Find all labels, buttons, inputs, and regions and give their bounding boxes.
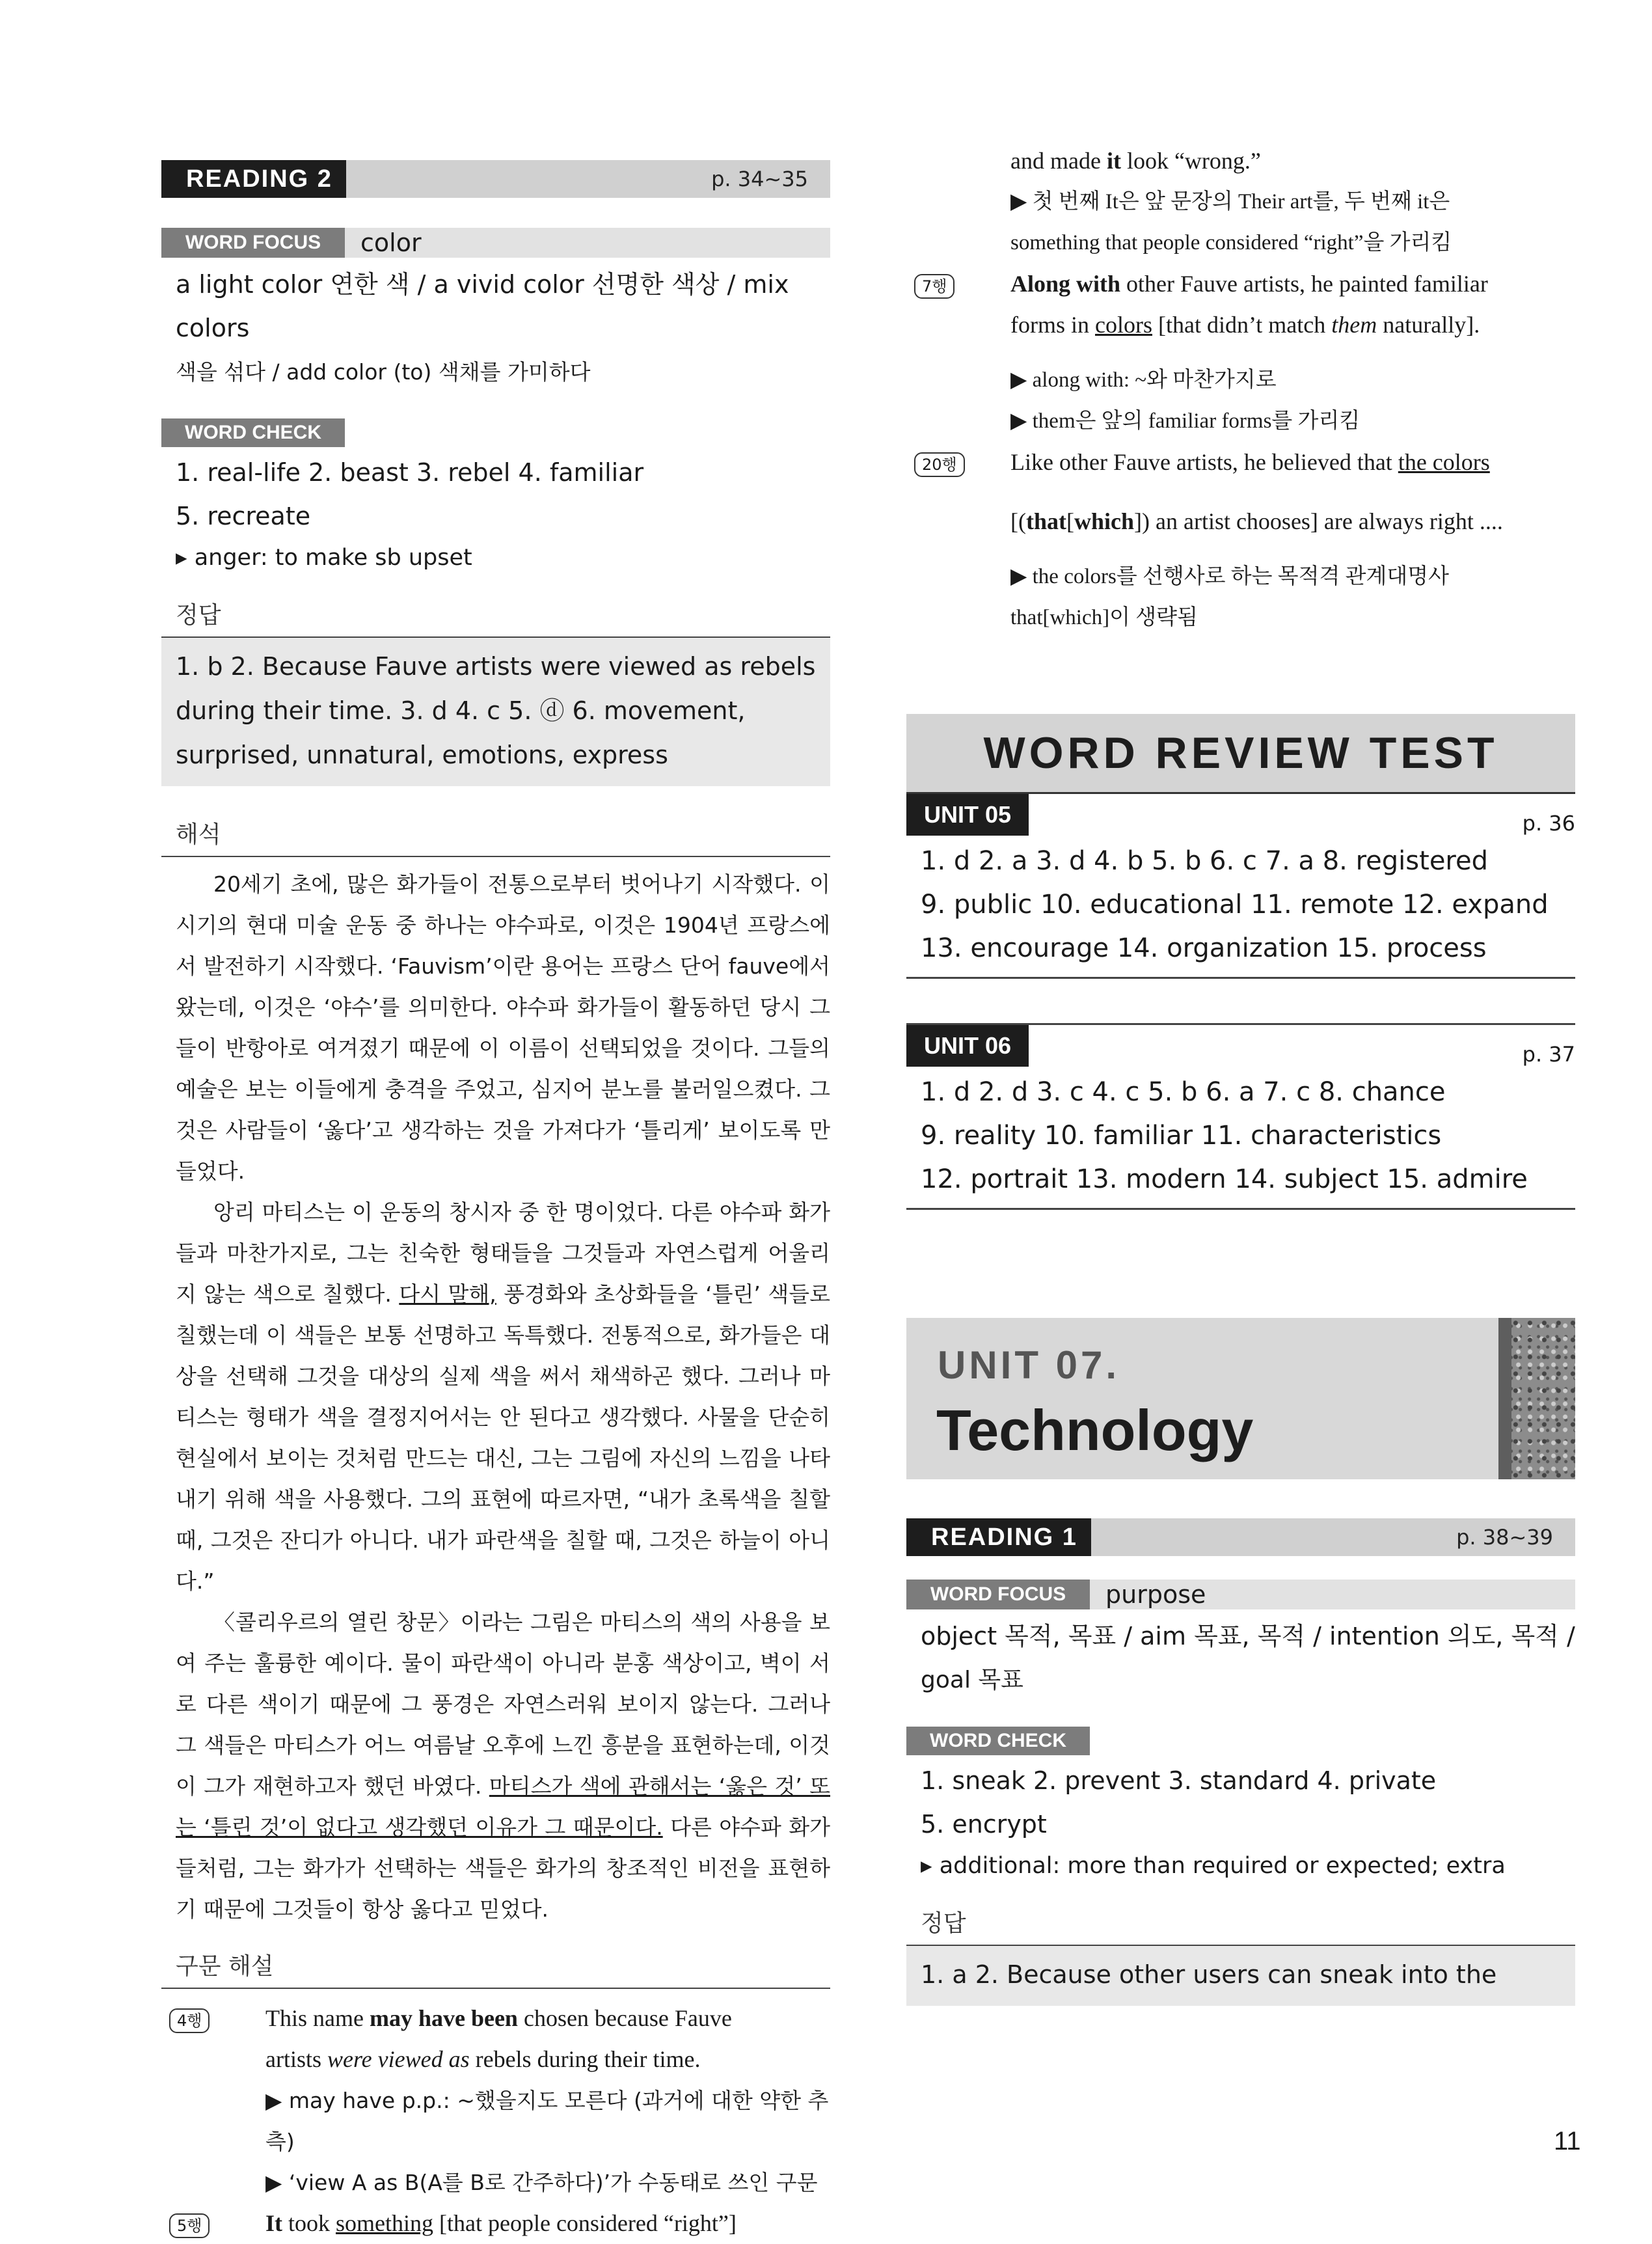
reading2-header: [161, 160, 830, 198]
word-check-line1: 1. sneak 2. prevent 3. standard 4. private: [921, 1766, 1437, 1795]
translation-underlined: 다시 말해,: [399, 1281, 496, 1307]
unit06-line: 9. reality 10. familiar 11. characteristics: [921, 1121, 1442, 1151]
word-review-test-title: WORD REVIEW TEST: [906, 714, 1575, 794]
word-focus-bar: [161, 228, 830, 258]
word-focus-bar: [906, 1580, 1575, 1609]
translation-text: 다른 야수파 화가들처럼, 그는 화가가 선택하는 색들은 화가의 창조적인 비전을 표현하기 때문에 그것들이 항상 옳다고 믿었다.: [176, 1814, 830, 1922]
translation-paragraph-3: [161, 1602, 830, 1930]
answers-box: [906, 1946, 1575, 2006]
unit07-title: Technology: [936, 1398, 1254, 1462]
page-number: 11: [1554, 2127, 1581, 2155]
syntax-text: and made: [1010, 148, 1107, 174]
unit05-line: 13. encourage 14. organization 15. process: [921, 933, 1487, 963]
word-focus-line2: goal 목표: [921, 1667, 1023, 1693]
left-column: [161, 160, 830, 2244]
syntax-text: Like other Fauve artists, he believed that: [1010, 449, 1398, 475]
reading2-pages: p. 34~35: [711, 167, 808, 191]
syntax-heading: 구문 해설: [161, 1948, 830, 1989]
syntax-note: ▶ may have p.p.: ~했을지도 모른다 (과거에 대한 약한 추측): [265, 2088, 829, 2154]
unit05-header: [906, 794, 1575, 836]
syntax-text: [that people considered “right”]: [433, 2210, 737, 2236]
line-number-badge: 7행: [914, 274, 955, 299]
syntax-text: forms in: [1010, 312, 1095, 338]
reading1-label: READING 1: [906, 1518, 1091, 1556]
syntax-note: ▶ 첫 번째 It은 앞 문장의 Their art를, 두 번째 it은: [1010, 190, 1450, 213]
syntax-text: rebels during their time.: [469, 2046, 701, 2072]
translation-text: 풍경화와 초상화들을 ‘틀린’ 색들로 칠했는데 이 색들은 보통 선명하고 독특했다. 전통적으로, 화가들은 대상을 선택해 그것을 대상의 실제 색을 써서 채색하곤 했다. 그러나 마티스는 형태가 색을 결정지어서는 안 된다고 생각했다. 사물을 단순히 현실에서 보이는 것처럼 만드는 대신, 그는 그림에 자신의 느낌을 나타내기 위해 색을 사용했다. 그의 표현에 따르자면, “내가 초록색을 칠할 때, 그것은 잔디가 아니다. 내가 파란색을 칠할 때, 그것은 하늘이 아니다.”: [176, 1281, 830, 1594]
syntax-note: ▶ the colors를 선행사로 하는 목적격 관계대명사: [1010, 565, 1450, 588]
word-check-line1: 1. real-life 2. beast 3. rebel 4. familiar: [176, 458, 644, 487]
translation-paragraph-1: 20세기 초에, 많은 화가들이 전통으로부터 벗어나기 시작했다. 이 시기의 현대 미술 운동 중 하나는 야수파로, 이것은 1904년 프랑스에서 발전하기 시작했다. ‘Fauvism’이란 용어는 프랑스 단어 fauve에서 왔는데, 이것은 ‘야수’를 의미한다. 야수파 화가들이 활동하던 당시 그들이 반항아로 여겨졌기 때문에 이 이름이 선택되었을 것이다. 그들의 예술은 보는 이들에게 충격을 주었고, 심지어 분노를 불러일으켰다. 그것은 사람들이 ‘옳다’고 생각하는 것을 가져다가 ‘틀리게’ 보이도록 만들었다.: [176, 871, 830, 1184]
syntax-text: chosen because Fauve: [517, 2005, 732, 2031]
reading1-header: [906, 1518, 1575, 1556]
word-check-line2: 5. encrypt: [921, 1810, 1047, 1839]
reading2-label: READING 2: [161, 160, 346, 198]
syntax-note: ▶ along with: ~와 마찬가지로: [1010, 368, 1277, 392]
syntax-row-4: [161, 1998, 830, 2039]
word-focus-line1: object 목적, 목표 / aim 목표, 목적 / intention 의도, 목적 /: [921, 1622, 1575, 1650]
reading1-pages: p. 38~39: [1456, 1525, 1553, 1550]
syntax-underlined: something: [336, 2210, 434, 2236]
syntax-text: artists: [265, 2046, 327, 2072]
answers-line3: surprised, unnatural, emotions, express: [176, 741, 668, 769]
unit05-pages: p. 36: [1522, 811, 1575, 836]
translation-text: 앙리 마티스는 이 운동의 창시자 중 한 명이었다. 다른 야수파 화가들과 마찬가지로, 그는 친숙한 형태들을 그것들과 자연스럽게 어울리지 않는 색으로 칠했다.: [176, 1199, 830, 1307]
line-number-badge: 4행: [169, 2008, 210, 2033]
syntax-row-4-cont: [161, 2039, 830, 2080]
unit06-label: UNIT 06: [906, 1025, 1029, 1067]
word-check-note: ▸ additional: more than required or expected; extra: [921, 1853, 1506, 1879]
unit05-line: 9. public 10. educational 11. remote 12. expand: [921, 890, 1549, 920]
syntax-text: took: [282, 2210, 336, 2236]
syntax-bold: Along with: [1010, 271, 1121, 297]
syntax-underlined: the colors: [1398, 449, 1490, 475]
unit06-header: [906, 1025, 1575, 1067]
syntax-text: other Fauve artists, he painted familiar: [1120, 271, 1488, 297]
syntax-notes: [161, 1998, 830, 2244]
syntax-bold: which: [1074, 508, 1135, 534]
syntax-note: ▶ them은 앞의 familiar forms를 가리킴: [1010, 409, 1361, 433]
terrazzo-texture: [1498, 1318, 1575, 1479]
syntax-bold: may have been: [369, 2005, 518, 2031]
syntax-row-7: [906, 264, 1575, 305]
translation-text: 〈콜리우르의 열린 창문〉이라는 그림은 마티스의 색의 사용을 보여 주는 훌륭한 예이다. 물이 파란색이 아니라 분홍 색상이고, 벽이 서로 다른 색이기 때문에 그 풍경은 자연스러워 보이지 않는다. 그러나 그 색들은 마티스가 어느 여름날 오후에 느낀 흥분을 표현하는데, 이것이 그가 재현하고자 했던 바였다.: [176, 1609, 830, 1799]
word-check-note: ▸ anger: to make sb upset: [176, 545, 472, 571]
word-focus-line2: 색을 섞다 / add color (to) 색채를 가미하다: [176, 359, 591, 385]
syntax-text: This name: [265, 2005, 370, 2031]
unit06-line: 12. portrait 13. modern 14. subject 15. admire: [921, 1164, 1528, 1194]
unit05-label: UNIT 05: [906, 794, 1029, 836]
syntax-bold: It: [265, 2210, 282, 2236]
syntax-italic: were viewed as: [327, 2046, 470, 2072]
syntax-continuation: [906, 141, 1575, 182]
line-number-badge: 20행: [914, 452, 965, 477]
syntax-note: that[which]이 생략됨: [1010, 606, 1198, 629]
translation-heading: 해석: [161, 816, 830, 857]
unit06-line: 1. d 2. d 3. c 4. c 5. b 6. a 7. c 8. chance: [921, 1077, 1446, 1107]
syntax-row-20-cont: [906, 501, 1575, 542]
word-focus-word: purpose: [1105, 1580, 1206, 1609]
syntax-bold: that: [1025, 508, 1066, 534]
answers-line1: 1. b 2. Because Fauve artists were viewed as rebels: [176, 652, 816, 681]
word-focus-tag: WORD FOCUS: [161, 228, 345, 258]
syntax-text: [: [1066, 508, 1074, 534]
translation-underlined: 마티스가 색에 관해서는 ‘옳은 것’ 또는 ‘틀린 것’이 없다고 생각했던 이유가 그 때문이다.: [176, 1773, 830, 1840]
word-check-line2: 5. recreate: [176, 502, 311, 530]
answers-heading: 정답: [161, 597, 830, 638]
syntax-text: look “wrong.”: [1120, 148, 1261, 174]
unit06-pages: p. 37: [1522, 1042, 1575, 1067]
syntax-bold: it: [1106, 148, 1121, 174]
word-focus-word: color: [360, 228, 422, 257]
word-check-tag: WORD CHECK: [161, 418, 345, 447]
syntax-row-20: [906, 442, 1575, 483]
syntax-text: ]) an artist chooses] are always right ....: [1134, 508, 1503, 534]
syntax-text: [(: [1010, 508, 1026, 534]
syntax-italic: them: [1331, 312, 1377, 338]
syntax-note: something that people considered “right”을 가리킴: [1010, 231, 1452, 254]
unit05-answers: [906, 836, 1575, 979]
word-focus-tag: WORD FOCUS: [906, 1580, 1090, 1609]
syntax-text: [that didn’t match: [1152, 312, 1332, 338]
syntax-text: naturally].: [1377, 312, 1480, 338]
line-number-badge: 5행: [169, 2213, 210, 2238]
answers-box: [161, 638, 830, 786]
unit06-answers: [906, 1067, 1575, 1210]
word-check-tag: WORD CHECK: [906, 1727, 1090, 1755]
answers-line2: during their time. 3. d 4. c 5. ⓓ 6. movement,: [176, 696, 746, 725]
syntax-row-7-cont: [906, 305, 1575, 346]
syntax-underlined: colors: [1095, 312, 1152, 338]
syntax-note: ▶ ‘view A as B(A를 B로 간주하다)’가 수동태로 쓰인 구문: [265, 2170, 818, 2195]
syntax-row-5: [161, 2203, 830, 2244]
answers-heading: 정답: [906, 1905, 1575, 1946]
unit07-number: UNIT 07.: [938, 1343, 1120, 1387]
translation-body: [161, 864, 830, 1930]
translation-paragraph-2: [161, 1192, 830, 1602]
right-column: [906, 148, 1575, 2006]
unit05-line: 1. d 2. a 3. d 4. b 5. b 6. c 7. a 8. registered: [921, 846, 1488, 876]
answers-line1: 1. a 2. Because other users can sneak into the: [921, 1960, 1497, 1989]
unit07-banner: [906, 1318, 1575, 1479]
word-focus-line1: a light color 연한 색 / a vivid color 선명한 색상 / mix colors: [176, 270, 789, 342]
